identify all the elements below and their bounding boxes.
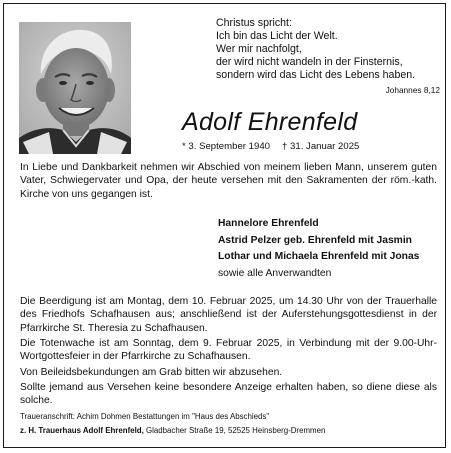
death-date: † 31. Januar 2025 (282, 141, 360, 152)
life-dates (182, 141, 359, 153)
portrait-photo (19, 22, 131, 154)
birth-date: * 3. September 1940 (182, 141, 271, 152)
bible-verse (216, 17, 440, 96)
apology-paragraph: Sollte jemand aus Versehen keine besondere Anzeige erhalten haben, so diene diese als solche. (20, 382, 437, 407)
vigil-paragraph: Die Totenwache ist am Sonntag, dem 9. Februar 2025, in Verbindung mit der 9.00-Uhr-Wortgottesfeier in der Pfarrkirche zu Schafhausen. (20, 338, 437, 363)
family-relatives: sowie alle Anverwandten (218, 267, 332, 279)
family-member: Hannelore Ehrenfeld (218, 218, 319, 229)
verse-reference: Johannes 8,12 (385, 85, 440, 96)
mourning-address-line: Traueranschrift: Achim Dohmen Bestattungen im "Haus des Abschieds" (20, 412, 270, 421)
verse-line: der wird nicht wandeln in der Finsternis, (216, 56, 403, 69)
family-member: Astrid Pelzer geb. Ehrenfeld mit Jasmin (218, 234, 412, 246)
condolence-paragraph: Von Beileidsbekundungen am Grab bitten wir abzusehen. (20, 367, 283, 378)
intro-paragraph: In Liebe und Dankbarkeit nehmen wir Abschied von meinem lieben Mann, unserem guten Vater, Schwiegervater und Opa, der heute versehen mit den Sakramenten der röm.-kath. Kirche von uns gegangen ist. (20, 162, 437, 200)
verse-line: sondern wird das Licht des Lebens haben. (216, 69, 416, 82)
portrait-image (19, 22, 131, 154)
verse-line: Wer mir nachfolgt, (216, 43, 302, 56)
mourning-house-name: z. H. Trauerhaus Adolf Ehrenfeld, (20, 426, 144, 435)
verse-line: Ich bin das Licht der Welt. (216, 30, 338, 43)
deceased-name: Adolf Ehrenfeld (182, 108, 358, 136)
verse-line: Christus spricht: (216, 17, 292, 29)
funeral-paragraph: Die Beerdigung ist am Montag, dem 10. Februar 2025, um 14.30 Uhr von der Trauerhalle des Friedhofs Schafhausen aus; anschließend ist der Auferstehungsgottesdienst in der Pfarrkirche St. Theresia zu Schafhausen. (20, 296, 437, 334)
family-member: Lothar und Michaela Ehrenfeld mit Jonas (218, 251, 420, 263)
mourning-address-detail (20, 425, 325, 437)
family-list (218, 216, 419, 282)
mourning-street-address: Gladbacher Straße 19, 52525 Heinsberg-Dremmen (143, 426, 326, 435)
obituary-notice (3, 3, 446, 448)
